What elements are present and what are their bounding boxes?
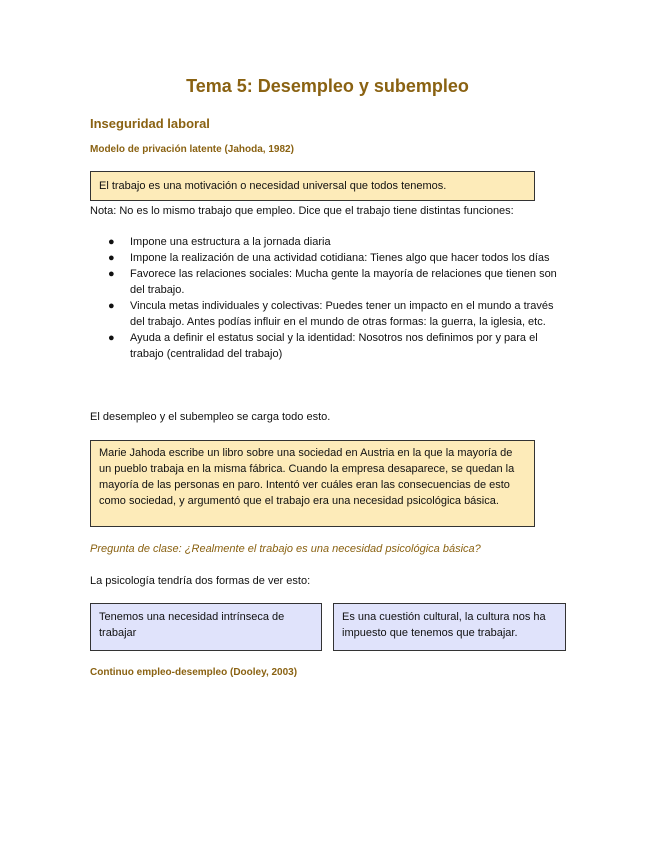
- section-heading: Inseguridad laboral: [90, 116, 210, 131]
- highlight-box-jahoda: Marie Jahoda escribe un libro sobre una sociedad en Austria en la que la mayoría de un pueblo trabaja en la misma fábrica. Cuando la empresa desaparece, se quedan la mayoría de las personas en paro. Intentó ver cuáles eran las consecuencias de esto como sociedad, y argumentó que el trabajo era una necesidad psicológica básica.: [90, 440, 535, 527]
- bullet-icon: ●: [108, 252, 115, 264]
- list-item: ● Impone una estructura a la jornada diaria: [108, 236, 331, 248]
- subsection-heading-jahoda: Modelo de privación latente (Jahoda, 1982): [90, 144, 294, 155]
- view-box-cultural: Es una cuestión cultural, la cultura nos ha impuesto que tenemos que trabajar.: [333, 603, 566, 651]
- list-item: ● Ayuda a definir el estatus social y la identidad: Nosotros nos definimos por y para el trabajo (centralidad del trabajo): [108, 332, 538, 360]
- subsection-heading-dooley: Continuo empleo-desempleo (Dooley, 2003): [90, 667, 298, 678]
- list-item: ● Impone la realización de una actividad cotidiana: Tienes algo que hacer todos los días: [108, 252, 550, 264]
- bullet-icon: ●: [108, 300, 115, 312]
- bullet-icon: ●: [108, 236, 115, 248]
- note-paragraph: Nota: No es lo mismo trabajo que empleo. Dice que el trabajo tiene distintas funciones:: [90, 205, 514, 217]
- view-box-intrinsic: Tenemos una necesidad intrínseca de trabajar: [90, 603, 322, 651]
- list-item: ● Favorece las relaciones sociales: Mucha gente la mayoría de relaciones que tienen son del trabajo.: [108, 268, 557, 296]
- paragraph-two-views: La psicología tendría dos formas de ver esto:: [90, 575, 311, 587]
- bullet-icon: ●: [108, 332, 115, 344]
- class-question: Pregunta de clase: ¿Realmente el trabajo es una necesidad psicológica básica?: [90, 543, 481, 555]
- page-title: Tema 5: Desempleo y subempleo: [186, 76, 469, 96]
- functions-list: [90, 234, 568, 362]
- paragraph-desempleo: El desempleo y el subempleo se carga todo esto.: [90, 411, 331, 423]
- list-item: ● Vincula metas individuales y colectivas: Puedes tener un impacto en el mundo a través del trabajo. Antes podías influir en el mundo de otras formas: la guerra, la iglesia, etc.: [108, 300, 554, 328]
- bullet-icon: ●: [108, 268, 115, 280]
- highlight-box-definition: El trabajo es una motivación o necesidad universal que todos tenemos.: [90, 171, 535, 201]
